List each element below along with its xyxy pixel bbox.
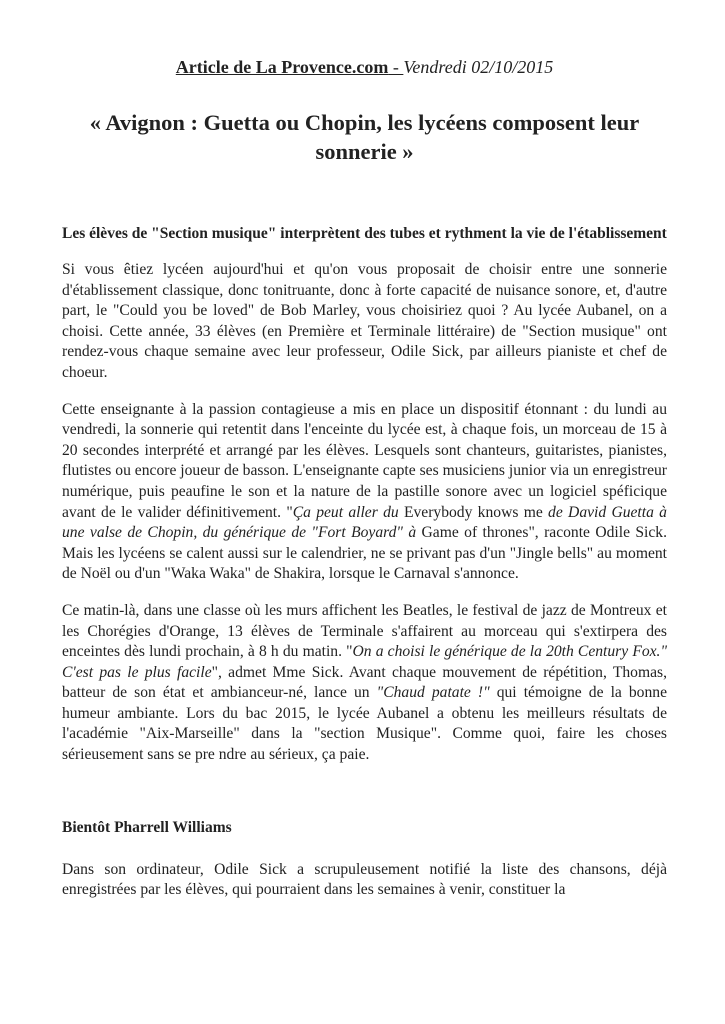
- song-title: Everybody knows me: [403, 503, 543, 521]
- source-separator: -: [388, 57, 404, 77]
- paragraph-2-text: Cette enseignante à la passion contagieuse a mis en place un dispositif étonnant : du lundi au vendredi, la sonnerie qui retentit dans l'enceinte du lycée est, à chaque fois, un morceau de 15 à 20 secondes interprété et arrangé par les élèves. Lesquels sont chanteurs, guitaristes, pianistes, flutistes ou encore joueur de basson. L'enseignante capte ses musiciens junior via un enregistreur numérique, puis peaufine le son et la nature de la pastille sonore avec un logiciel spéficique avant de le valider définitivement. ": [62, 400, 667, 521]
- quote-italic: "Chaud patate !": [376, 684, 490, 702]
- article-lede: Les élèves de "Section musique" interprètent des tubes et rythment la vie de l'établissement: [62, 225, 667, 242]
- source-name: Article de La Provence.com: [175, 57, 389, 77]
- article-headline: « Avignon : Guetta ou Chopin, les lycéens composent leur sonnerie »: [89, 110, 640, 164]
- paragraph-3: [62, 601, 667, 766]
- paragraph-3-text: qui témoigne de la bonne humeur ambiante. Lors du bac 2015, le lycée Aubanel a obtenu les meilleurs résultats de l'académie "Aix-Marseille" dans la "section Musique". Comme quoi, faire les choses sérieusement sans se pre ndre au sérieux, ça paie.: [62, 684, 667, 764]
- quote-italic: On a choisi le générique de la 20th Century Fox." C'est pas le plus facile: [62, 643, 668, 681]
- paragraph-4: Dans son ordinateur, Odile Sick a scrupuleusement notifié la liste des chansons, déjà enregistrées par les élèves, qui pourraient dans les semaines à venir, constituer la: [62, 860, 667, 899]
- article-source-line: [62, 0, 667, 78]
- show-title: Game of thrones: [421, 524, 529, 542]
- paragraph-2: [62, 400, 667, 585]
- paragraph-3-text: Ce matin-là, dans une classe où les murs affichent les Beatles, le festival de jazz de Montreux et les Chorégies d'Orange, 13 élèves de Terminale s'affairent au morceau qui s'extirpera des enceintes dès lundi prochain, à 8 h du matin. ": [62, 601, 667, 661]
- publication-date: Vendredi 02/10/2015: [403, 57, 554, 77]
- quote-italic: Ça peut aller du: [292, 503, 404, 521]
- paragraph-2-text: ", raconte Odile Sick. Mais les lycéens se calent aussi sur le calendrier, ne se privant pas d'un "Jingle bells" au moment de Noël ou d'un "Waka Waka" de Shakira, lorsque le Carnaval s'annonce.: [62, 524, 667, 583]
- quote-italic: de David Guetta à une valse de Chopin, du générique de "Fort Boyard" à: [62, 503, 667, 542]
- paragraph-1: Si vous êtiez lycéen aujourd'hui et qu'on vous proposait de choisir entre une sonnerie d'établissement classique, donc tonitruante, donc à forte capacité de nuisance sonore, et, d'autre part, le "Could you be loved" de Bob Marley, vous choisiriez quoi ? Au lycée Aubanel, on a choisi. Cette année, 33 élèves (en Première et Terminale littéraire) de "Section musique" ont rendez-vous chaque semaine avec leur professeur, Odile Sick, par ailleurs pianiste et chef de choeur.: [62, 261, 667, 381]
- paragraph-3-text: ", admet Mme Sick. Avant chaque mouvement de répétition, Thomas, batteur de son état et ambianceur-né, lance un: [62, 663, 667, 702]
- section-subheading: Bientôt Pharrell Williams: [62, 818, 232, 836]
